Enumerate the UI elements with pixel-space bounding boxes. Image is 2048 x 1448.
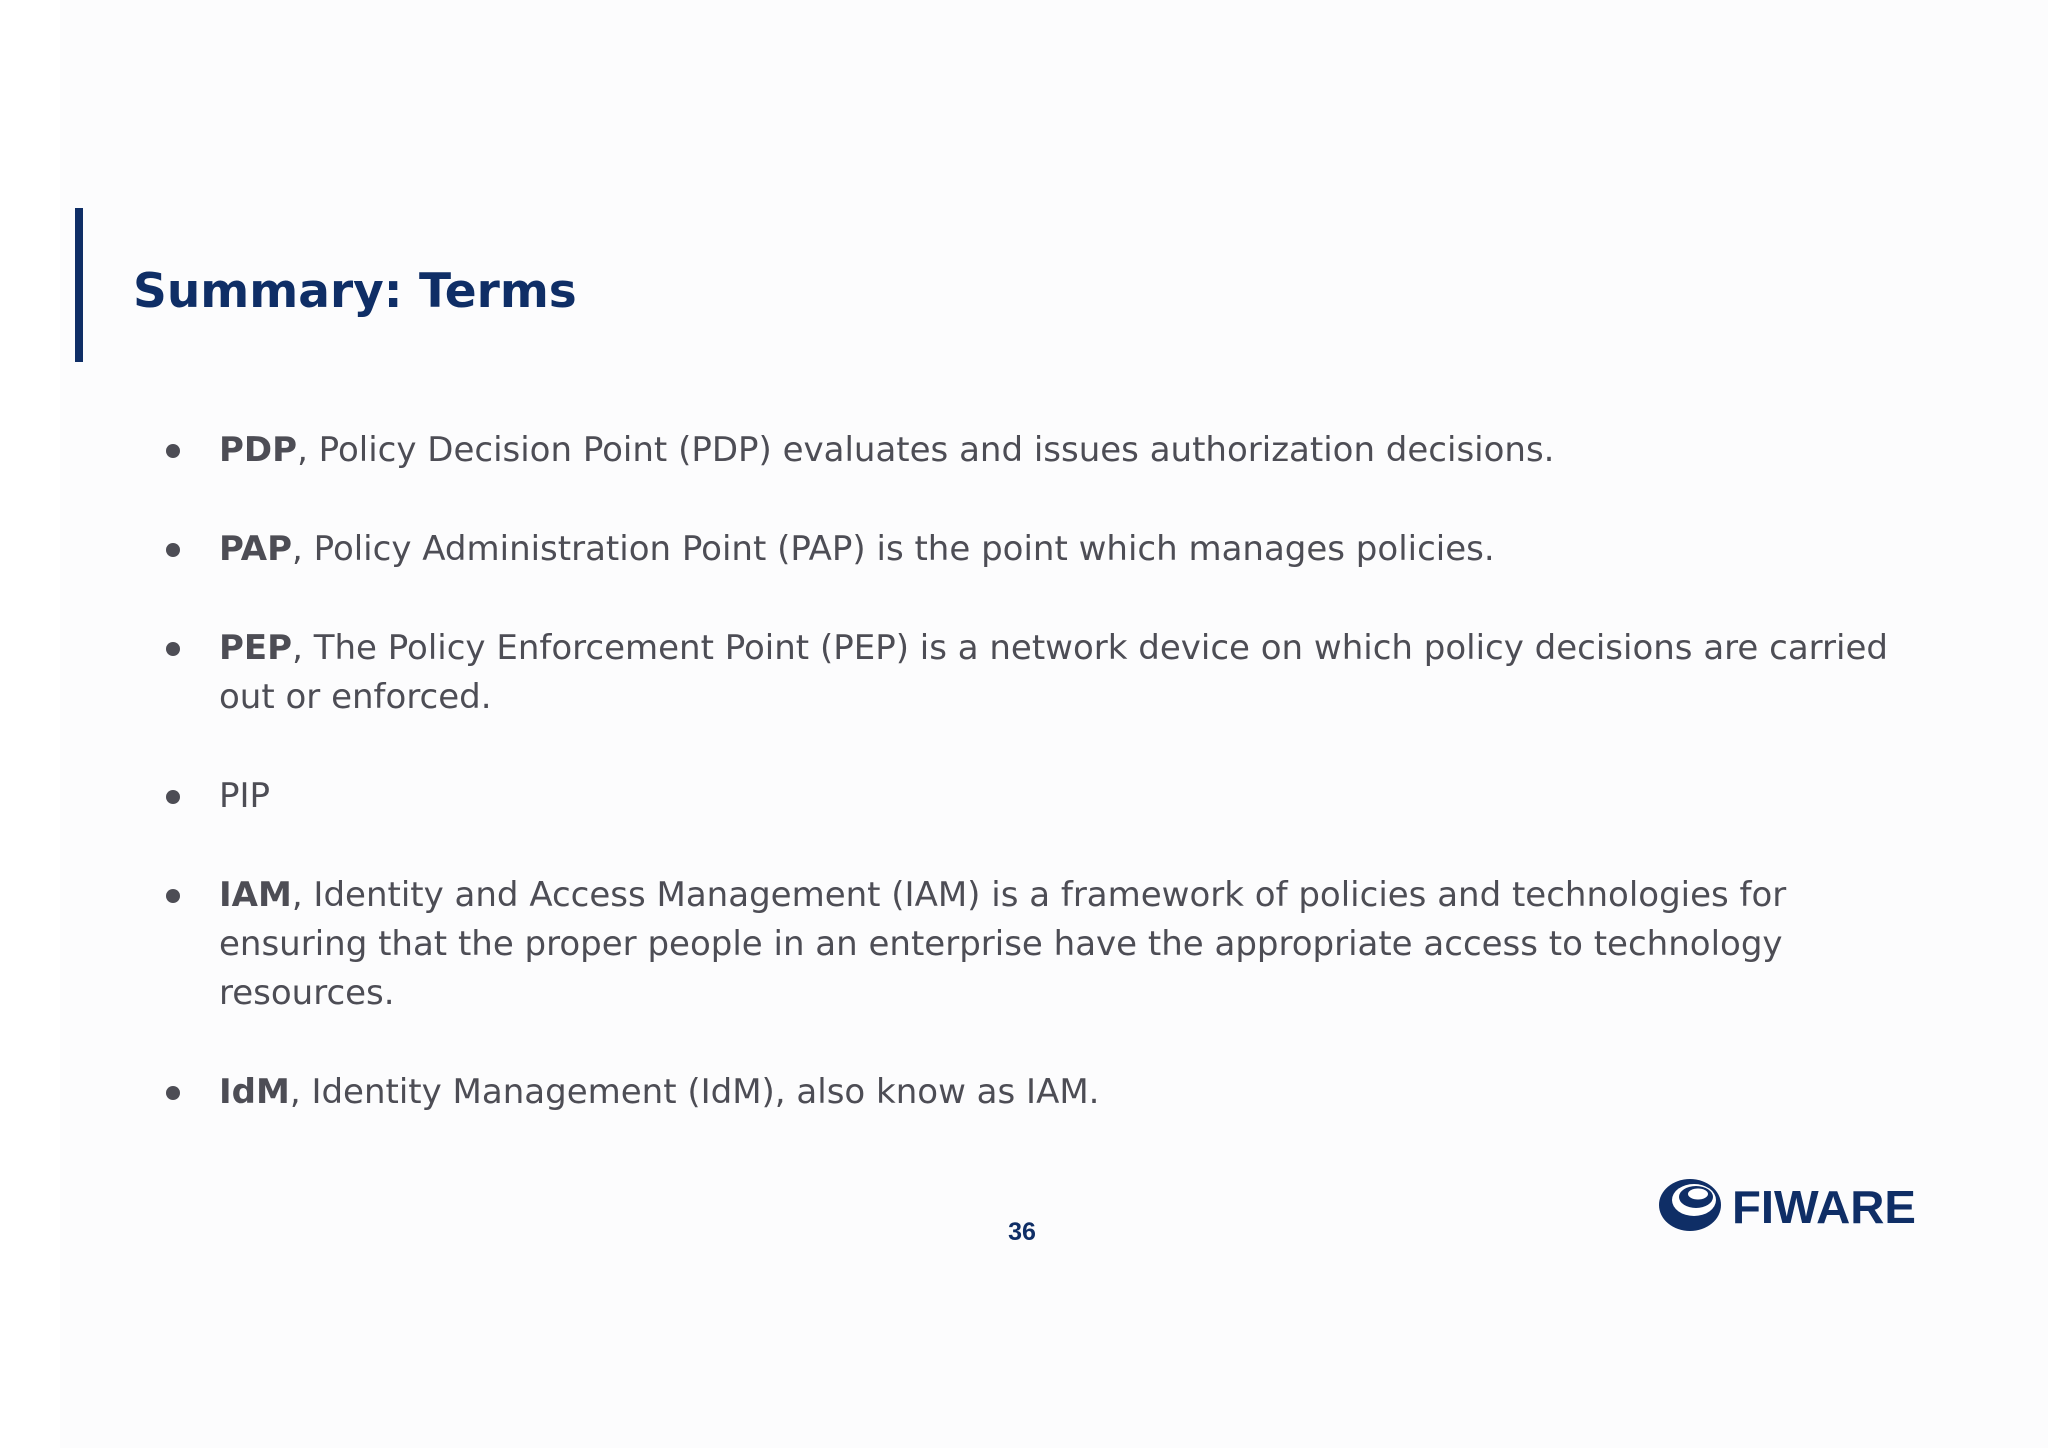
list-item-text	[219, 624, 1940, 722]
title-accent-bar	[75, 208, 83, 362]
fiware-swirl-icon	[1659, 1179, 1721, 1231]
term-description: PIP	[219, 776, 271, 816]
list-item-text	[219, 426, 1940, 475]
list-item-pdp	[160, 426, 1940, 475]
term-label: PDP	[219, 430, 298, 470]
terms-list	[160, 426, 1940, 1167]
term-description: , Identity and Access Management (IAM) is a framework of policies and technologies for ensuring that the proper people in an enterprise have the appropriate access to technology resources.	[219, 875, 1787, 1013]
page-number: 36	[1008, 1218, 1036, 1246]
term-label: IdM	[219, 1072, 290, 1112]
bullet-dot-icon	[166, 444, 180, 458]
list-item-pip	[160, 772, 1940, 821]
term-description: , Policy Administration Point (PAP) is the point which manages policies.	[292, 529, 1495, 569]
term-description: , Identity Management (IdM), also know as IAM.	[289, 1072, 1100, 1112]
bullet-dot-icon	[166, 889, 180, 903]
logo-wordmark: FIWARE	[1732, 1181, 1916, 1233]
fiware-logo	[1656, 1172, 1920, 1236]
list-item-pap	[160, 525, 1940, 574]
term-label: IAM	[219, 875, 292, 915]
slide-title: Summary: Terms	[133, 264, 577, 319]
list-item-text	[219, 871, 1940, 1018]
list-item-text	[219, 525, 1940, 574]
term-label: PEP	[219, 628, 293, 668]
list-item-text	[219, 1068, 1940, 1117]
list-item-iam	[160, 871, 1940, 1018]
bullet-dot-icon	[166, 1086, 180, 1100]
term-description: , Policy Decision Point (PDP) evaluates and issues authorization decisions.	[297, 430, 1555, 470]
list-item-pep	[160, 624, 1940, 722]
term-description: , The Policy Enforcement Point (PEP) is a network device on which policy decisions are carried out or enforced.	[219, 628, 1888, 717]
bullet-dot-icon	[166, 543, 180, 557]
bullet-dot-icon	[166, 790, 180, 804]
list-item-text	[219, 772, 1940, 821]
bullet-dot-icon	[166, 642, 180, 656]
term-label: PAP	[219, 529, 293, 569]
list-item-idm	[160, 1068, 1940, 1117]
